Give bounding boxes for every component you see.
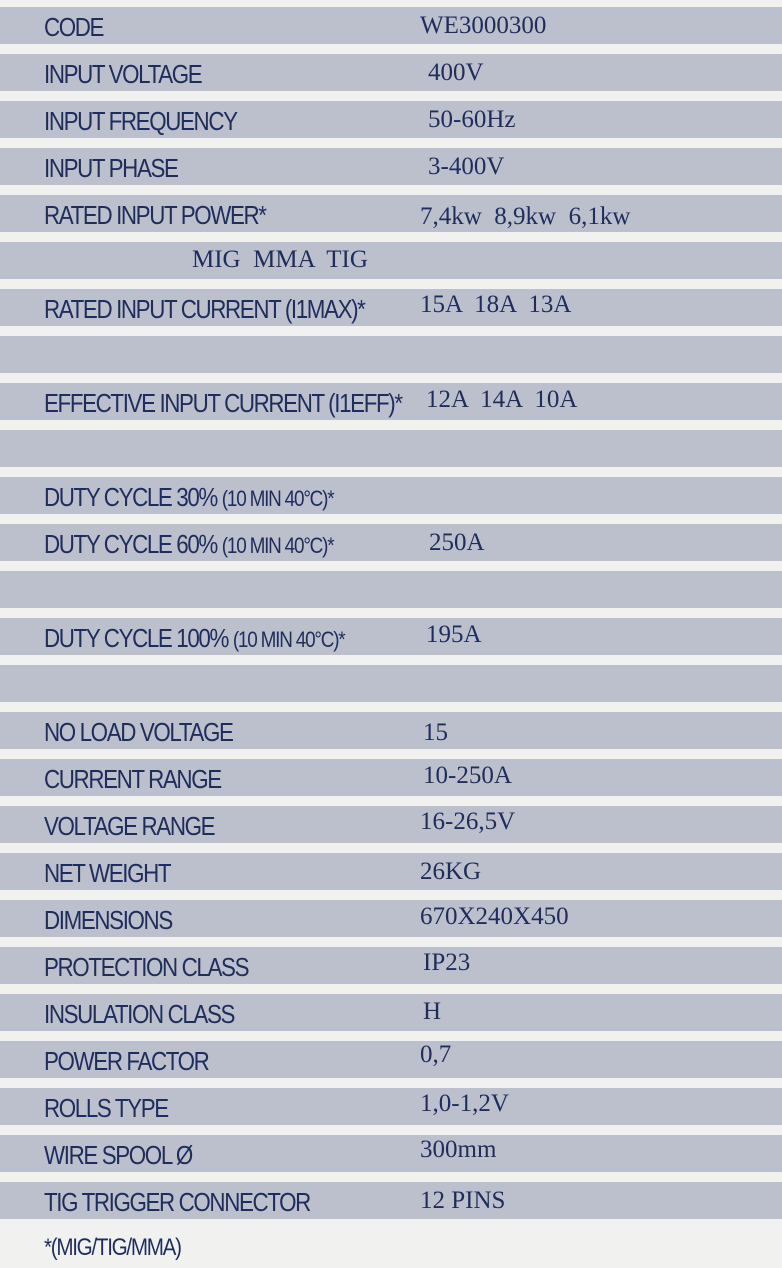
spec-row-tig-trigger-connector: [0, 1182, 782, 1219]
spec-value: 300mm: [420, 1136, 497, 1163]
spec-value: 400V: [428, 59, 484, 86]
spec-value: 16-26,5V: [420, 808, 516, 835]
spec-row-input-frequency: [0, 101, 782, 138]
spec-row-modes: [0, 242, 782, 279]
spec-value: 50-60Hz: [428, 106, 516, 133]
duty-cycle-qualifier: (10 MIN 40°C)*: [221, 533, 334, 558]
spec-row-protection-class: [0, 947, 782, 984]
spec-value: 15: [423, 719, 448, 746]
spec-row-duty-cycle-60: [0, 524, 782, 561]
spec-row-voltage-range: [0, 806, 782, 843]
spec-value: 0,7: [420, 1041, 452, 1068]
spec-label: ROLLS TYPE: [44, 1093, 168, 1123]
spec-label: TIG TRIGGER CONNECTOR: [44, 1187, 310, 1217]
spec-value: 670X240X450: [420, 903, 569, 930]
spec-label: INPUT FREQUENCY: [44, 106, 237, 136]
spec-row-empty: [0, 336, 782, 373]
spec-value: 1,0-1,2V: [420, 1090, 509, 1117]
spec-label: [44, 618, 344, 655]
spec-value: IP23: [423, 949, 471, 976]
spec-row-no-load-voltage: [0, 712, 782, 749]
spec-label: [44, 524, 333, 561]
duty-cycle-qualifier: (10 MIN 40°C)*: [221, 486, 334, 511]
spec-label: POWER FACTOR: [44, 1046, 209, 1076]
spec-label: INPUT VOLTAGE: [44, 59, 202, 89]
spec-label: INPUT PHASE: [44, 153, 178, 183]
spec-label: CURRENT RANGE: [44, 764, 221, 794]
duty-cycle-label: DUTY CYCLE 60%: [44, 529, 217, 559]
spec-value: 250A: [429, 529, 485, 556]
spec-label: RATED INPUT POWER*: [44, 200, 266, 230]
duty-cycle-label: DUTY CYCLE 30%: [44, 482, 217, 512]
spec-label: PROTECTION CLASS: [44, 952, 249, 982]
duty-cycle-label: DUTY CYCLE 100%: [44, 623, 228, 653]
spec-row-dimensions: [0, 900, 782, 937]
spec-label: CODE: [44, 12, 104, 42]
spec-row-rated-input-power: [0, 195, 782, 232]
spec-value: WE3000300: [420, 12, 547, 39]
spec-label: INSULATION CLASS: [44, 999, 235, 1029]
spec-value: 195A: [426, 621, 482, 648]
footnote: *(MIG/TIG/MMA): [44, 1234, 181, 1261]
spec-row-input-phase: [0, 148, 782, 185]
spec-value: 3-400V: [428, 153, 505, 180]
spec-label: [44, 477, 333, 514]
spec-value: 26KG: [420, 858, 482, 885]
spec-row-input-voltage: [0, 54, 782, 91]
spec-row-empty: [0, 665, 782, 702]
spec-row-current-range: [0, 759, 782, 796]
spec-value: 10-250A: [423, 762, 512, 789]
spec-value: 7,4kw 8,9kw 6,1kw: [420, 203, 631, 230]
spec-label: DIMENSIONS: [44, 905, 172, 935]
spec-value: H: [423, 998, 442, 1025]
spec-row-duty-cycle-30: [0, 477, 782, 514]
spec-label: NET WEIGHT: [44, 858, 171, 888]
spec-row-power-factor: [0, 1041, 782, 1078]
spec-label: WIRE SPOOL Ø: [44, 1140, 192, 1170]
spec-row-net-weight: [0, 853, 782, 890]
welding-modes: MIG MMA TIG: [192, 246, 368, 273]
spec-value: 15A 18A 13A: [420, 291, 572, 318]
spec-value: 12A 14A 10A: [426, 386, 578, 413]
spec-row-rated-input-current: [0, 289, 782, 326]
spec-label: NO LOAD VOLTAGE: [44, 717, 233, 747]
spec-label: RATED INPUT CURRENT (I1MAX)*: [44, 294, 365, 324]
spec-row-insulation-class: [0, 994, 782, 1031]
spec-row-wire-spool: [0, 1135, 782, 1172]
spec-value: 12 PINS: [420, 1187, 506, 1214]
duty-cycle-qualifier: (10 MIN 40°C)*: [232, 627, 345, 652]
spec-row-empty: [0, 430, 782, 467]
spec-row-duty-cycle-100: [0, 618, 782, 655]
spec-row-effective-input-current: [0, 383, 782, 420]
spec-label: EFFECTIVE INPUT CURRENT (I1EFF)*: [44, 388, 402, 418]
spec-row-empty: [0, 571, 782, 608]
spec-row-code: [0, 7, 782, 44]
spec-row-rolls-type: [0, 1088, 782, 1125]
spec-label: VOLTAGE RANGE: [44, 811, 215, 841]
